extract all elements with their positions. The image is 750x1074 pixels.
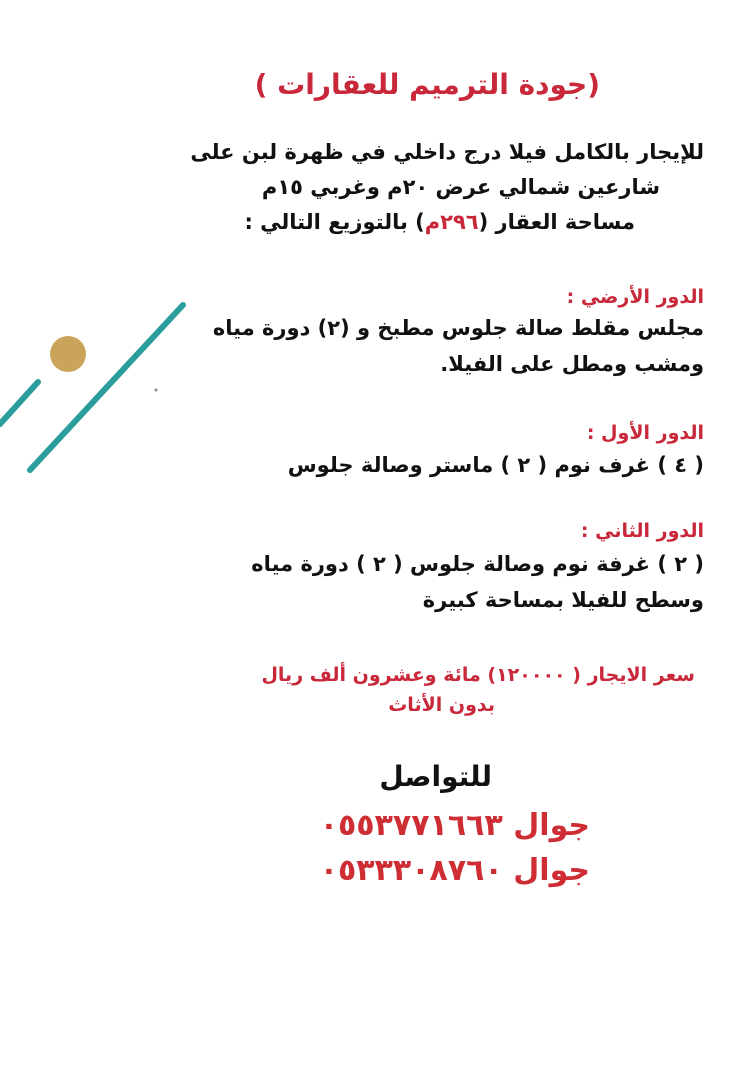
area-value: ٢٩٦م: [424, 210, 479, 234]
teal-stripe: [30, 305, 183, 470]
phone-label: جوال: [513, 853, 590, 888]
floor-heading-second: الدور الثاني :: [580, 520, 704, 542]
teal-stripe: [0, 382, 38, 424]
floor-heading-first: الدور الأول :: [586, 422, 704, 444]
floor-heading-ground: الدور الأرضي :: [566, 286, 704, 308]
intro-line: شارعين شمالي عرض ٢٠م وغربي ١٥م: [261, 175, 660, 199]
phone-label: جوال: [513, 808, 590, 843]
intro-text: ) بالتوزيع التالي :: [244, 210, 425, 234]
decorative-lines-graphic: [0, 0, 200, 500]
phone-1[interactable]: [320, 808, 590, 843]
price-note: بدون الأثاث: [388, 694, 495, 716]
floor-detail: ( ٢ ) غرفة نوم وصالة جلوس ( ٢ ) دورة مياه: [251, 552, 704, 576]
price-text: سعر الايجار ( ١٢٠٠٠٠) مائة وعشرون ألف ريال: [261, 664, 695, 686]
floor-detail: ومشب ومطل على الفيلا.: [440, 352, 704, 376]
dot: [155, 389, 158, 392]
floor-detail: ( ٤ ) غرف نوم ( ٢ ) ماستر وصالة جلوس: [287, 453, 704, 477]
intro-text: مساحة العقار (: [478, 210, 635, 234]
phone-number[interactable]: ٠٥٥٣٧٧١٦٦٣: [319, 808, 503, 843]
floor-detail: وسطح للفيلا بمساحة كبيرة: [422, 588, 704, 612]
gold-circle: [50, 336, 86, 372]
floor-detail: مجلس مقلط صالة جلوس مطبخ و (٢) دورة مياه: [212, 316, 704, 340]
phone-number[interactable]: ٠٥٣٣٣٠٨٧٦٠: [319, 853, 503, 888]
page-title: (جودة الترميم للعقارات ): [254, 68, 600, 101]
intro-line: للإيجار بالكامل فيلا درج داخلي في ظهرة لبن على: [190, 140, 704, 164]
contact-heading: للتواصل: [379, 760, 492, 793]
intro-line: [244, 210, 635, 234]
phone-2[interactable]: [320, 853, 590, 888]
